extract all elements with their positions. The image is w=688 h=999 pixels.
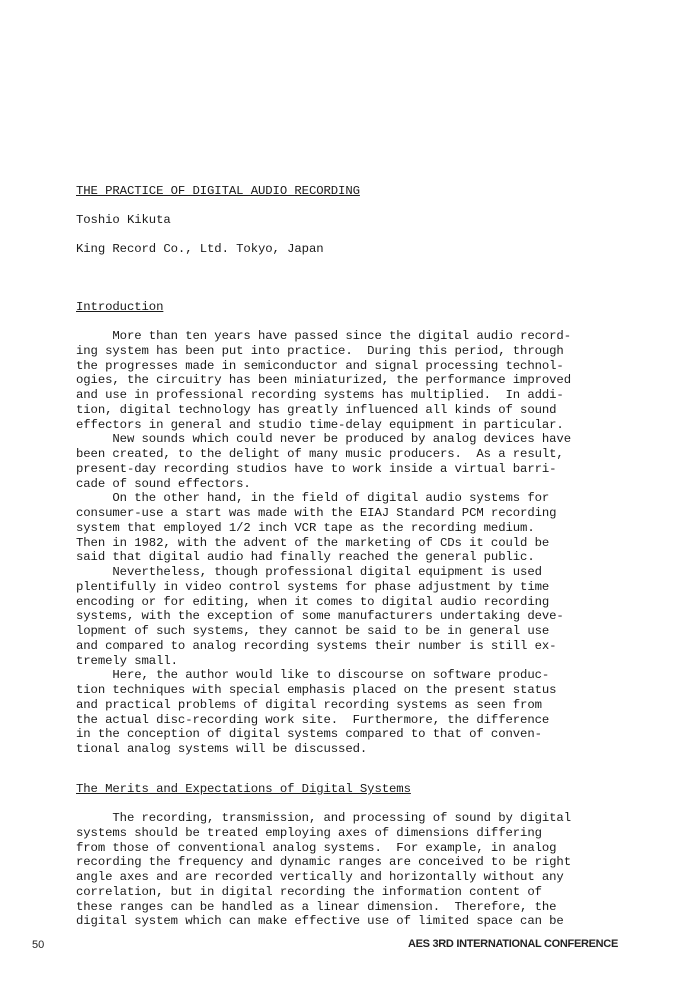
text-line: and compared to analog recording systems their number is still ex- bbox=[76, 638, 557, 653]
text-line: recording the frequency and dynamic ranges are conceived to be right bbox=[76, 855, 571, 870]
text-line: tional analog systems will be discussed. bbox=[76, 742, 368, 756]
text-line: present-day recording studios have to work inside a virtual barri- bbox=[76, 461, 557, 476]
text-line: digital system which can make effective use of limited space can be bbox=[76, 914, 564, 929]
text-line: tion techniques with special emphasis placed on the present status bbox=[76, 683, 557, 697]
paper-affiliation: King Record Co., Ltd. Tokyo, Japan bbox=[76, 242, 324, 256]
section-body-introduction bbox=[76, 329, 576, 757]
text-line: system that employed 1/2 inch VCR tape as the recording medium. bbox=[76, 520, 535, 535]
section-heading-merits: The Merits and Expectations of Digital Systems bbox=[76, 782, 411, 796]
text-line: tion, digital technology has greatly influenced all kinds of sound bbox=[76, 402, 557, 417]
text-line: effectors in general and studio time-delay equipment in particular. bbox=[76, 417, 564, 432]
section-body-merits bbox=[76, 811, 576, 929]
text-line: in the conception of digital systems compared to that of conven- bbox=[76, 727, 542, 742]
section-heading-introduction: Introduction bbox=[76, 300, 164, 314]
text-line: Nevertheless, though professional digital equipment is used bbox=[76, 565, 542, 579]
text-line: the actual disc-recording work site. Furthermore, the difference bbox=[76, 712, 550, 727]
text-line: plentifully in video control systems for phase adjustment by time bbox=[76, 579, 550, 594]
text-line: and use in professional recording systems has multiplied. In addi- bbox=[76, 388, 564, 402]
page-number: 50 bbox=[32, 939, 45, 951]
text-line: Then in 1982, with the advent of the marketing of CDs it could be bbox=[76, 535, 550, 550]
text-line: Here, the author would like to discourse on software produc- bbox=[76, 668, 550, 683]
text-line: from those of conventional analog systems. For example, in analog bbox=[76, 840, 557, 855]
text-line: The recording, transmission, and processing of sound by digital bbox=[76, 811, 571, 825]
text-line: these ranges can be handled as a linear dimension. Therefore, the bbox=[76, 899, 557, 914]
text-line: cade of sound effectors. bbox=[76, 476, 251, 491]
paper-title: THE PRACTICE OF DIGITAL AUDIO RECORDING bbox=[76, 184, 360, 198]
text-line: New sounds which could never be produced by analog devices have bbox=[76, 432, 571, 447]
text-line: correlation, but in digital recording the information content of bbox=[76, 884, 542, 899]
text-line: and practical problems of digital recording systems as seen from bbox=[76, 697, 542, 712]
conference-footer: AES 3RD INTERNATIONAL CONFERENCE bbox=[407, 938, 618, 950]
text-line: the progresses made in semiconductor and signal processing technol- bbox=[76, 358, 564, 373]
text-line: ing system has been put into practice. During this period, through bbox=[76, 343, 564, 358]
text-line: tremely small. bbox=[76, 653, 178, 668]
text-line: More than ten years have passed since the digital audio record- bbox=[76, 329, 571, 343]
paper-author: Toshio Kikuta bbox=[76, 213, 171, 227]
text-line: ogies, the circuitry has been miniaturized, the performance improved bbox=[76, 373, 571, 388]
text-line: said that digital audio had finally reached the general public. bbox=[76, 550, 535, 565]
text-line: angle axes and are recorded vertically and horizontally without any bbox=[76, 870, 564, 884]
text-line: lopment of such systems, they cannot be said to be in general use bbox=[76, 624, 550, 638]
text-line: systems, with the exception of some manufacturers undertaking deve- bbox=[76, 609, 564, 624]
text-line: been created, to the delight of many music producers. As a result, bbox=[76, 447, 564, 461]
text-line: encoding or for editing, when it comes to digital audio recording bbox=[76, 594, 550, 609]
text-line: systems should be treated employing axes of dimensions differing bbox=[76, 825, 542, 840]
text-line: On the other hand, in the field of digital audio systems for bbox=[76, 491, 550, 506]
text-line: consumer-use a start was made with the EIAJ Standard PCM recording bbox=[76, 506, 557, 520]
